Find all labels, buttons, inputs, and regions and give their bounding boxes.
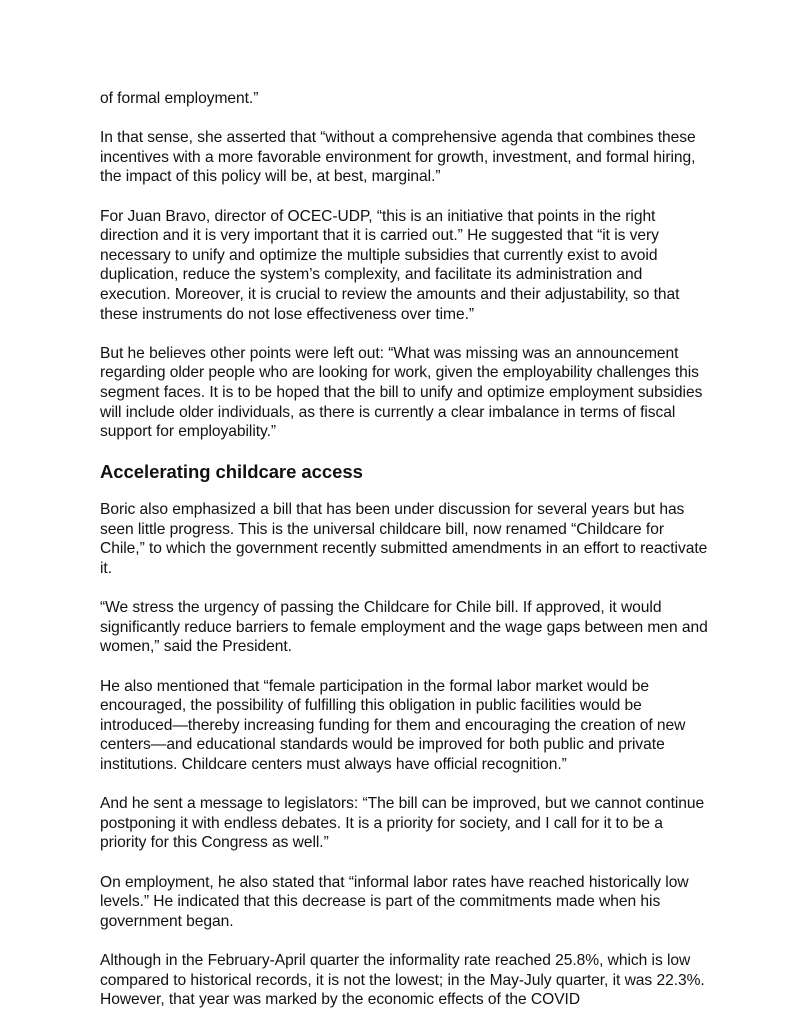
paragraph-legislators-message: And he sent a message to legislators: “The bill can be improved, but we cannot continue postponing it with endless debates. It is a priority for society, and I call for it to be a priority for this Congress as well.” <box>100 795 705 852</box>
paragraph-childcare-bill: Boric also emphasized a bill that has been under discussion for several years but has seen little progress. This is the universal childcare bill, now renamed “Childcare for Chile,” to which the government recently submitted amendments in an effort to reactivate it. <box>100 501 708 578</box>
paragraph-juan-bravo: For Juan Bravo, director of OCEC-UDP, “this is an initiative that points in the right direction and it is very important that it is carried out.” He suggested that “it is very necessary to unify and optimize the multiple subsidies that currently exist to avoid duplication, reduce the system’s complexity, and facilitate its administration and execution. Moreover, it is crucial to review the amounts and their adjustability, so that these instruments do not lose effectiveness over time.” <box>100 207 680 323</box>
paragraph-female-participation: He also mentioned that “female participation in the formal labor market would be encouraged, the possibility of fulfilling this obligation in public facilities would be introduced—thereby increasing funding for them and encouraging the creation of new centers—and educational standards would be improved for both public and private institutions. Childcare centers must always have official recognition.” <box>100 677 686 773</box>
section-heading: Accelerating childcare access <box>100 461 363 483</box>
paragraph-president-quote: “We stress the urgency of passing the Childcare for Chile bill. If approved, it would significantly reduce barriers to female employment and the wage gaps between men and women,” said the President. <box>100 599 708 656</box>
document-page <box>100 89 710 1029</box>
paragraph-agenda-quote: In that sense, she asserted that “without a comprehensive agenda that combines these incentives with a more favorable environment for growth, investment, and formal hiring, the impact of this policy will be, at best, marginal.” <box>100 129 696 186</box>
paragraph-informal-labor: On employment, he also stated that “informal labor rates have reached historically low levels.” He indicated that this decrease is part of the commitments made when his government began. <box>100 873 689 930</box>
paragraph-older-people: But he believes other points were left out: “What was missing was an announcement regarding older people who are looking for work, given the employability challenges this segment faces. It is to be hoped that the bill to unify and optimize employment subsidies will include older individuals, as there is currently a clear imbalance in terms of fiscal support for employability.” <box>100 344 703 441</box>
paragraph-informality-rate: Although in the February-April quarter the informality rate reached 25.8%, which is low compared to historical records, it is not the lowest; in the May-July quarter, it was 22.3%. However, that year was marked by the economic effects of the COVID <box>100 951 705 1009</box>
paragraph-continuation: of formal employment.” <box>100 90 259 107</box>
